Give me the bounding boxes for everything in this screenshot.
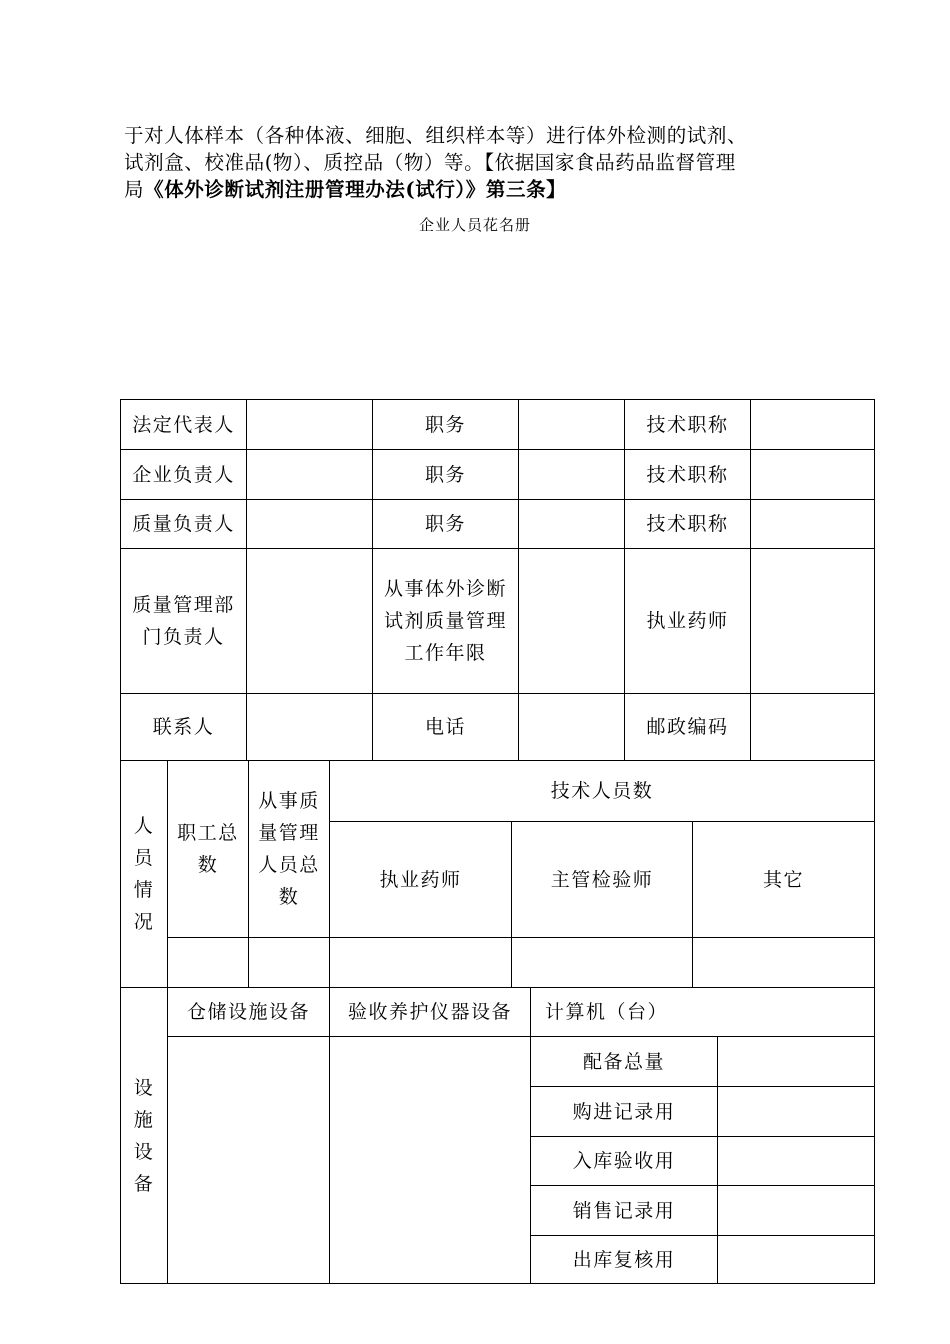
computer-outbound-label: 出库复核用	[531, 1236, 718, 1284]
key-personnel-table	[120, 399, 875, 761]
legal-rep-label: 法定代表人	[121, 400, 247, 450]
table-row	[121, 694, 875, 761]
table-row	[121, 400, 875, 450]
computer-inbound-value[interactable]	[718, 1137, 875, 1186]
total-staff-label: 职工总数	[168, 761, 249, 938]
page-subtitle: 企业人员花名册	[418, 216, 531, 234]
table-row	[121, 450, 875, 500]
computer-inbound-label: 入库验收用	[531, 1137, 718, 1186]
enterprise-head-label: 企业负责人	[121, 450, 247, 500]
inspector-header: 主管检验师	[512, 822, 693, 938]
phone-label: 电话	[373, 694, 519, 761]
table-row	[121, 988, 875, 1037]
computer-outbound-value[interactable]	[718, 1236, 875, 1284]
position-value[interactable]	[519, 400, 625, 450]
other-count-value[interactable]	[693, 938, 875, 988]
contact-label: 联系人	[121, 694, 247, 761]
computer-total-value[interactable]	[718, 1037, 875, 1087]
qm-years-value[interactable]	[519, 549, 625, 694]
table-row	[121, 1037, 875, 1087]
qm-dept-head-value[interactable]	[247, 549, 373, 694]
table-row	[121, 549, 875, 694]
quality-head-label: 质量负责人	[121, 500, 247, 549]
qm-dept-head-label: 质量管理部门负责人	[121, 549, 247, 694]
position-value[interactable]	[519, 450, 625, 500]
computer-total-label: 配备总量	[531, 1037, 718, 1087]
computer-purchase-value[interactable]	[718, 1087, 875, 1137]
storage-value[interactable]	[168, 1037, 330, 1284]
computer-sales-value[interactable]	[718, 1186, 875, 1236]
contact-value[interactable]	[247, 694, 373, 761]
intro-paragraph	[124, 122, 844, 203]
quality-staff-label: 从事质量管理人员总数	[249, 761, 330, 938]
position-value[interactable]	[519, 500, 625, 549]
tech-title-label: 技术职称	[625, 500, 751, 549]
phone-value[interactable]	[519, 694, 625, 761]
intro-line-2: 试剂盒、校准品(物）、质控品（物）等。【依据国家食品药品监督管理	[124, 151, 736, 174]
computer-header: 计算机（台）	[531, 988, 875, 1037]
quality-staff-value[interactable]	[249, 938, 330, 988]
postcode-value[interactable]	[751, 694, 875, 761]
tech-title-value[interactable]	[751, 450, 875, 500]
tech-title-label: 技术职称	[625, 400, 751, 450]
qm-years-label: 从事体外诊断试剂质量管理工作年限	[373, 549, 519, 694]
facilities-section-label: 设 施 设 备	[121, 988, 168, 1284]
storage-header: 仓储设施设备	[168, 988, 330, 1037]
position-label: 职务	[373, 450, 519, 500]
personnel-section-label: 人 员 情 况	[121, 761, 168, 988]
total-staff-value[interactable]	[168, 938, 249, 988]
inspector-count-value[interactable]	[512, 938, 693, 988]
tech-staff-header: 技术人员数	[330, 761, 875, 822]
table-row	[121, 761, 875, 822]
intro-line-3	[124, 176, 844, 203]
personnel-table	[120, 760, 875, 988]
tech-title-value[interactable]	[751, 400, 875, 450]
intro-line-1: 于对人体样本（各种体液、细胞、组织样本等）进行体外检测的试剂、	[124, 124, 748, 147]
pharmacist-header: 执业药师	[330, 822, 512, 938]
facilities-table	[120, 987, 875, 1284]
intro-line-3-prefix: 局	[124, 178, 145, 201]
acceptance-value[interactable]	[330, 1037, 531, 1284]
tech-title-value[interactable]	[751, 500, 875, 549]
pharmacist-value[interactable]	[751, 549, 875, 694]
pharmacist-label: 执业药师	[625, 549, 751, 694]
acceptance-header: 验收养护仪器设备	[330, 988, 531, 1037]
tech-title-label: 技术职称	[625, 450, 751, 500]
intro-citation: 《体外诊断试剂注册管理办法(试行）》第三条】	[144, 178, 567, 201]
position-label: 职务	[373, 500, 519, 549]
enterprise-head-value[interactable]	[247, 450, 373, 500]
postcode-label: 邮政编码	[625, 694, 751, 761]
quality-head-value[interactable]	[247, 500, 373, 549]
table-row	[121, 938, 875, 988]
table-row	[121, 500, 875, 549]
pharmacist-count-value[interactable]	[330, 938, 512, 988]
computer-sales-label: 销售记录用	[531, 1186, 718, 1236]
position-label: 职务	[373, 400, 519, 450]
computer-purchase-label: 购进记录用	[531, 1087, 718, 1137]
other-header: 其它	[693, 822, 875, 938]
legal-rep-value[interactable]	[247, 400, 373, 450]
